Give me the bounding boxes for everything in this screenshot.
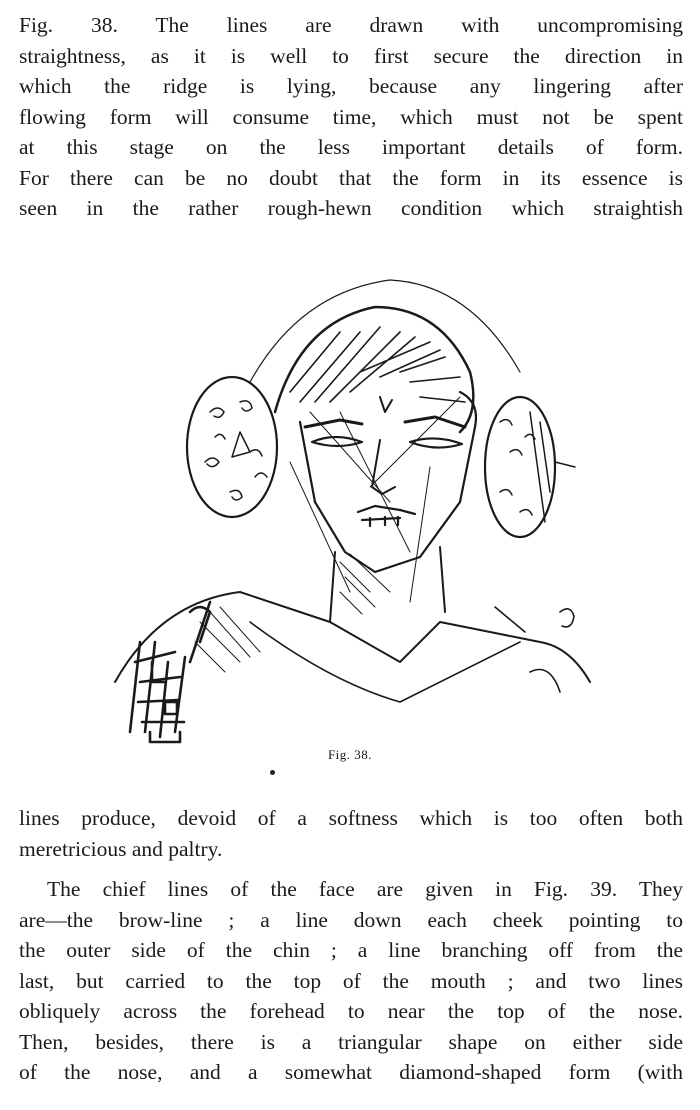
text-line: last, but carried to the top of the mouth ; and two lines [19,968,683,993]
text-line: Then, besides, there is a triangular shape on either side [19,1029,683,1054]
mouth [358,506,415,526]
shoulder-line [115,592,590,682]
text-line: meretricious and paltry. [19,836,223,861]
neckline [250,622,520,702]
paragraph-continue [19,803,683,864]
figure-38-illustration [100,262,600,747]
right-earring-swirls [500,412,575,522]
text-line: are—the brow-line ; a line down each cheek pointing to [19,907,683,932]
halo-arc [250,280,520,382]
text-line: For there can be no doubt that the form in its essence is [19,165,683,190]
left-eyebrow [305,420,362,427]
paragraph-next [19,874,683,1088]
left-earring-swirls [205,401,267,500]
paragraph-top [19,10,683,224]
text-line: at this stage on the less important details of form. [19,135,683,159]
text-line: the outer side of the chin ; a line branching off from the [19,938,683,962]
text-line: straightness, as it is well to first secure the direction in [19,43,683,68]
text-line: seen in the rather rough-hewn condition which straightish [19,196,683,220]
text-line: obliquely across the forehead to near the top of the nose. [19,999,683,1023]
text-line: The chief lines of the face are given in Fig. 39. They [47,877,683,901]
figure-caption: Fig. 38. [327,747,373,762]
ink-dot [270,770,275,775]
text-line: which the ridge is lying, because any lingering after [19,74,683,98]
text-line: Fig. 38. The lines are drawn with uncompromising [19,13,683,37]
brow-mark [380,397,392,412]
face-outline [300,392,476,572]
neck [330,547,445,622]
dress-pattern [130,602,210,742]
neck-hatching [340,554,390,614]
left-earring [187,377,277,517]
text-line: of the nose, and a somewhat diamond-shaped form (with [19,1060,683,1084]
text-line: lines produce, devoid of a softness which is too often both [19,806,683,830]
text-line: flowing form will consume time, which must not be spent [19,104,683,129]
